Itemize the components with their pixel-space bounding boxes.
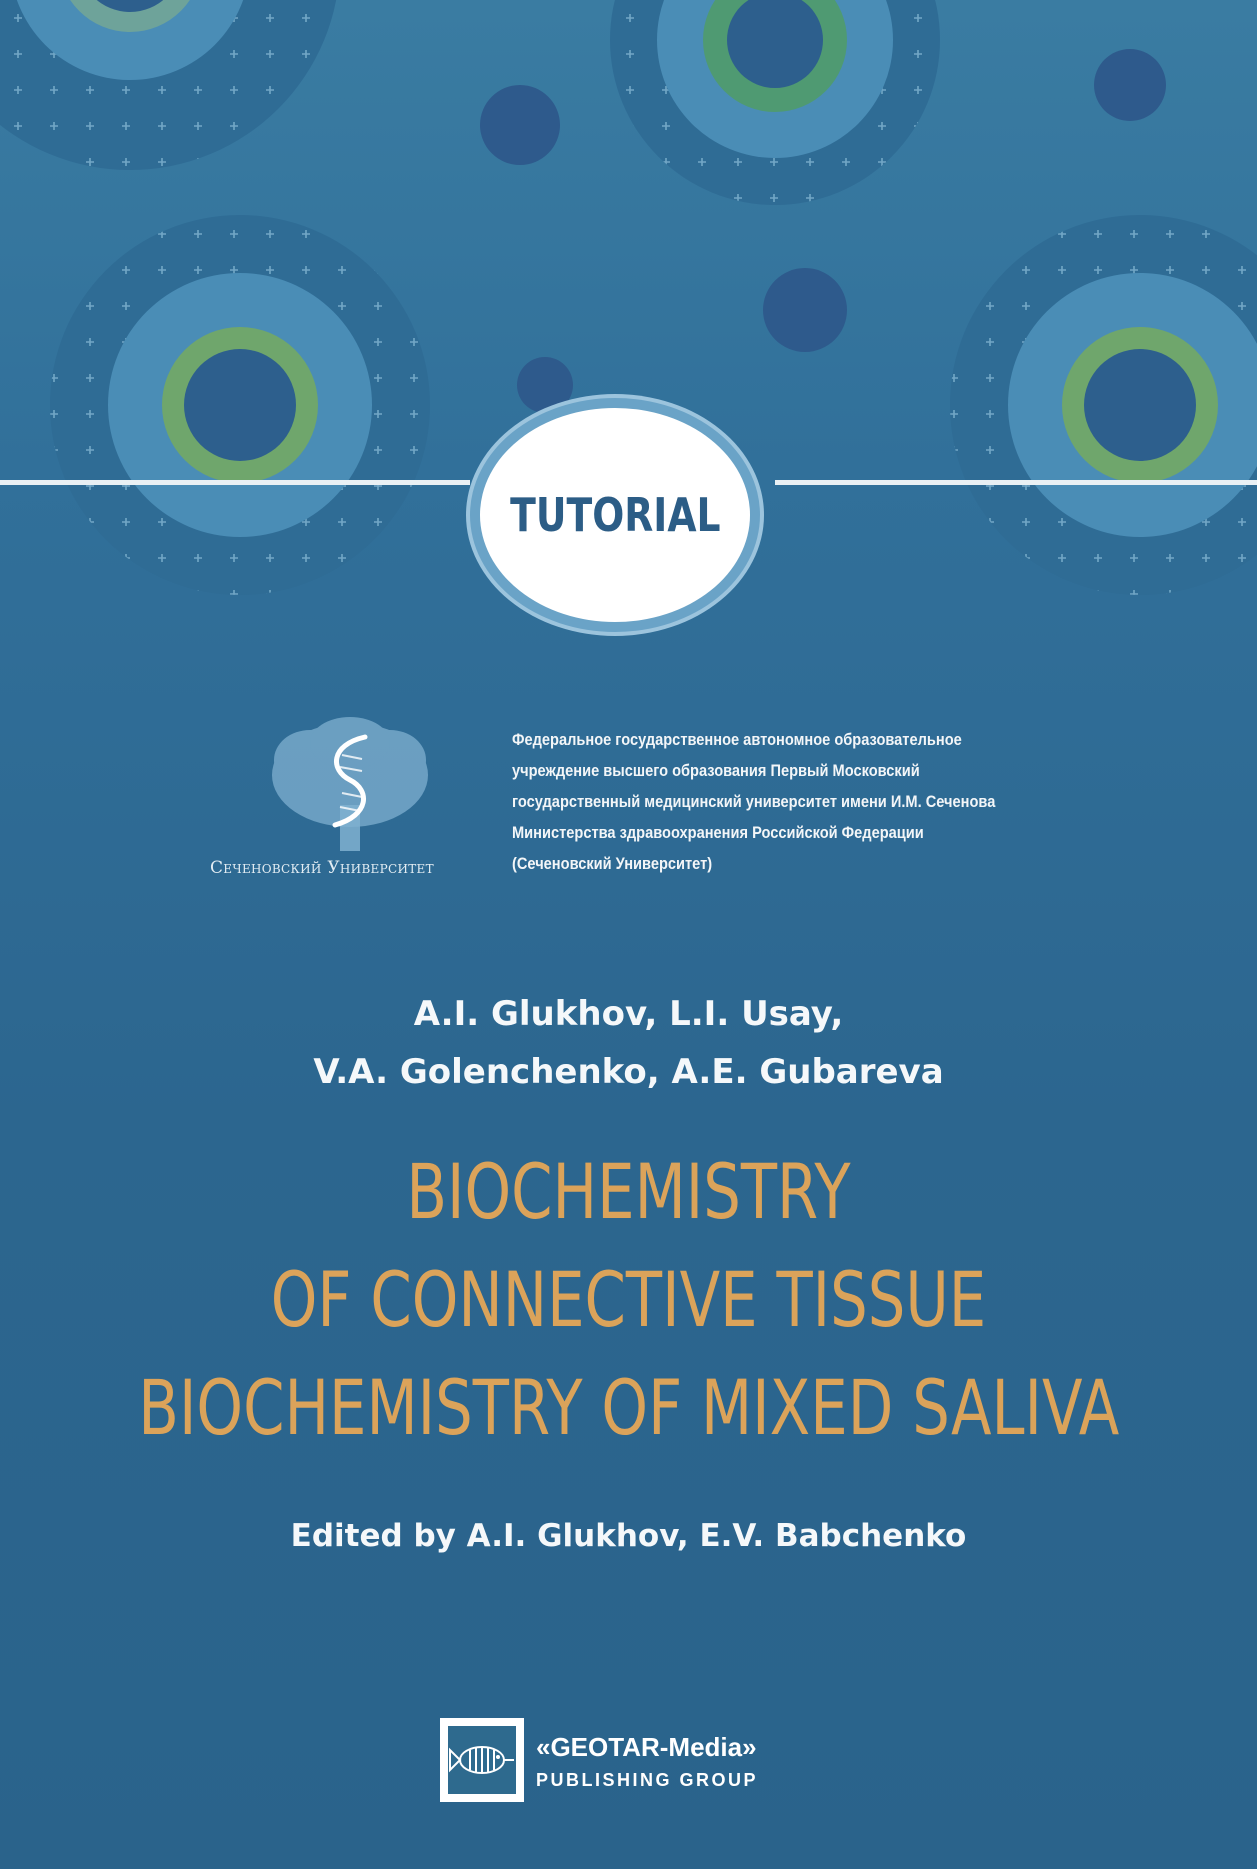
publisher-name: «GEOTAR-Media» bbox=[536, 1732, 757, 1762]
institution-line: Министерства здравоохранения Российской Федерации bbox=[512, 823, 924, 842]
editors: Edited by A.I. Glukhov, E.V. Babchenko bbox=[290, 1518, 967, 1554]
authors bbox=[0, 985, 1257, 1101]
title-line-1: BIOCHEMISTRY bbox=[406, 1147, 851, 1236]
book-title bbox=[0, 1138, 1257, 1462]
divider-left bbox=[0, 480, 470, 485]
cell-mid-left bbox=[50, 215, 430, 595]
publisher-block bbox=[440, 1718, 820, 1808]
cell-top-center bbox=[610, 0, 940, 205]
title-line-3: BIOCHEMISTRY OF MIXED SALIVA bbox=[138, 1363, 1120, 1452]
geotar-fish-logo-icon bbox=[440, 1718, 524, 1802]
badge-circle bbox=[480, 408, 750, 622]
title-line-2: OF CONNECTIVE TISSUE bbox=[270, 1255, 987, 1344]
institution-block bbox=[512, 724, 1072, 879]
authors-line-1: A.I. Glukhov, L.I. Usay, bbox=[413, 994, 844, 1034]
authors-line-2: V.A. Golenchenko, A.E. Gubareva bbox=[313, 1052, 944, 1092]
institution-line: Федеральное государственное автономное образовательное bbox=[512, 730, 962, 749]
sphere-3 bbox=[763, 268, 847, 352]
institution-line: государственный медицинский университет имени И.М. Сеченова bbox=[512, 792, 996, 811]
sphere-2 bbox=[1094, 49, 1166, 121]
cell-mid-right bbox=[950, 215, 1257, 595]
cell-top-left bbox=[0, 0, 340, 170]
sphere-1 bbox=[480, 85, 560, 165]
divider-right bbox=[775, 480, 1257, 485]
publisher-group: PUBLISHING GROUP bbox=[536, 1770, 759, 1790]
tutorial-badge bbox=[470, 400, 760, 630]
university-name: Сеченовский Университет bbox=[210, 858, 434, 878]
badge-label: TUTORIAL bbox=[509, 488, 721, 542]
institution-line: учреждение высшего образования Первый Московский bbox=[512, 761, 920, 780]
sechenov-tree-dna-icon bbox=[270, 715, 430, 855]
institution-line: (Сеченовский Университет) bbox=[512, 854, 713, 873]
